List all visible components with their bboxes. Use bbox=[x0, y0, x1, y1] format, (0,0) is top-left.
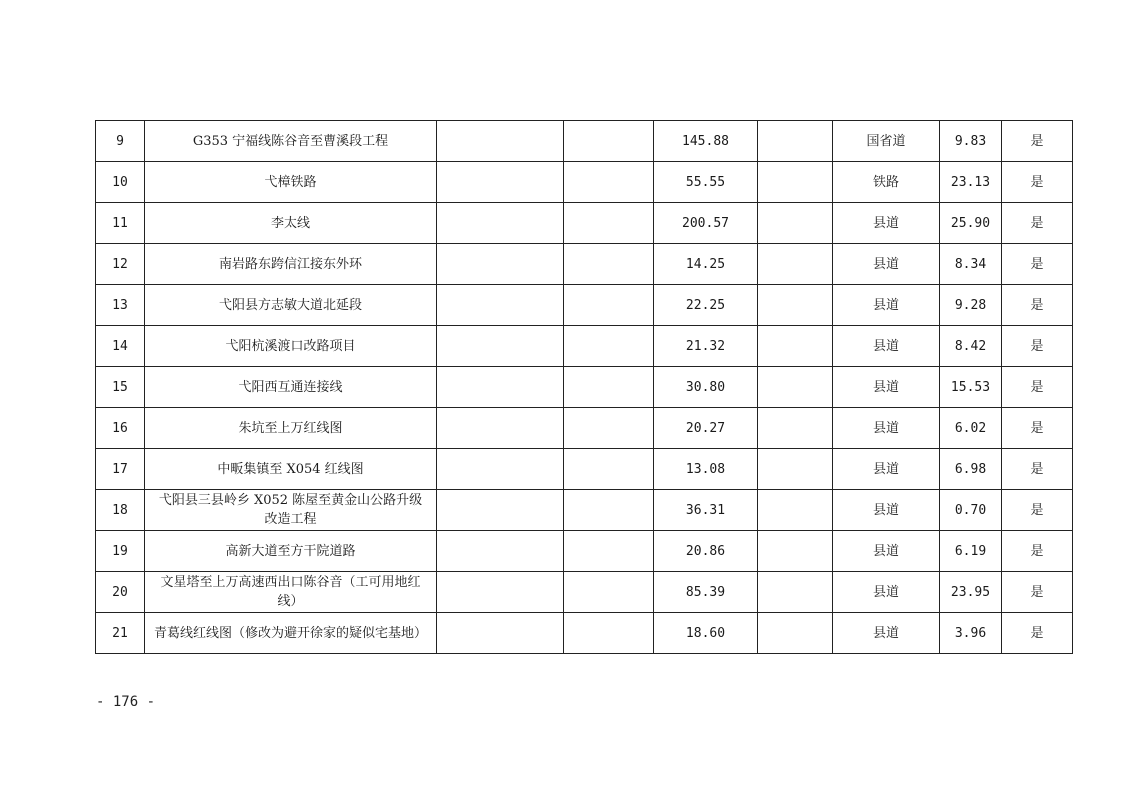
flag-cell: 是 bbox=[1002, 326, 1073, 367]
blank-cell-4 bbox=[564, 162, 654, 203]
table-row bbox=[96, 490, 1073, 531]
value-cell: 23.13 bbox=[940, 162, 1002, 203]
blank-cell-3 bbox=[437, 490, 564, 531]
flag-cell: 是 bbox=[1002, 121, 1073, 162]
flag-cell: 是 bbox=[1002, 490, 1073, 531]
road-type-cell: 县道 bbox=[833, 203, 940, 244]
blank-cell-4 bbox=[564, 121, 654, 162]
blank-cell-3 bbox=[437, 326, 564, 367]
value-cell: 8.34 bbox=[940, 244, 1002, 285]
table-row bbox=[96, 531, 1073, 572]
blank-cell-3 bbox=[437, 408, 564, 449]
value-cell: 6.98 bbox=[940, 449, 1002, 490]
row-number-cell: 15 bbox=[96, 367, 145, 408]
area-cell: 145.88 bbox=[654, 121, 758, 162]
row-number-cell: 14 bbox=[96, 326, 145, 367]
table-row bbox=[96, 244, 1073, 285]
blank-cell-6 bbox=[758, 367, 833, 408]
area-cell: 20.27 bbox=[654, 408, 758, 449]
area-cell: 36.31 bbox=[654, 490, 758, 531]
table-row bbox=[96, 203, 1073, 244]
blank-cell-3 bbox=[437, 121, 564, 162]
project-table bbox=[95, 120, 1073, 654]
row-number-cell: 18 bbox=[96, 490, 145, 531]
value-cell: 23.95 bbox=[940, 572, 1002, 613]
value-cell: 9.28 bbox=[940, 285, 1002, 326]
value-cell: 0.70 bbox=[940, 490, 1002, 531]
table-row bbox=[96, 572, 1073, 613]
blank-cell-3 bbox=[437, 613, 564, 654]
area-cell: 55.55 bbox=[654, 162, 758, 203]
row-number-cell: 12 bbox=[96, 244, 145, 285]
row-number-cell: 10 bbox=[96, 162, 145, 203]
blank-cell-6 bbox=[758, 449, 833, 490]
area-cell: 200.57 bbox=[654, 203, 758, 244]
blank-cell-6 bbox=[758, 121, 833, 162]
area-cell: 21.32 bbox=[654, 326, 758, 367]
project-name-cell: 弋阳县三县岭乡 X052 陈屋至黄金山公路升级改造工程 bbox=[145, 490, 437, 531]
project-name-cell: 青葛线红线图（修改为避开徐家的疑似宅基地） bbox=[145, 613, 437, 654]
area-cell: 20.86 bbox=[654, 531, 758, 572]
flag-cell: 是 bbox=[1002, 367, 1073, 408]
flag-cell: 是 bbox=[1002, 162, 1073, 203]
blank-cell-3 bbox=[437, 203, 564, 244]
table-row bbox=[96, 613, 1073, 654]
road-type-cell: 县道 bbox=[833, 613, 940, 654]
project-name-cell: 南岩路东跨信江接东外环 bbox=[145, 244, 437, 285]
project-name-cell: 弋阳县方志敏大道北延段 bbox=[145, 285, 437, 326]
table-row bbox=[96, 162, 1073, 203]
blank-cell-4 bbox=[564, 449, 654, 490]
area-cell: 22.25 bbox=[654, 285, 758, 326]
table-row bbox=[96, 326, 1073, 367]
project-name-cell: G353 宁福线陈谷音至曹溪段工程 bbox=[145, 121, 437, 162]
blank-cell-4 bbox=[564, 244, 654, 285]
blank-cell-6 bbox=[758, 203, 833, 244]
road-type-cell: 县道 bbox=[833, 285, 940, 326]
table-row bbox=[96, 449, 1073, 490]
blank-cell-6 bbox=[758, 408, 833, 449]
project-name-cell: 朱坑至上万红线图 bbox=[145, 408, 437, 449]
row-number-cell: 11 bbox=[96, 203, 145, 244]
row-number-cell: 21 bbox=[96, 613, 145, 654]
flag-cell: 是 bbox=[1002, 408, 1073, 449]
road-type-cell: 县道 bbox=[833, 244, 940, 285]
flag-cell: 是 bbox=[1002, 285, 1073, 326]
road-type-cell: 县道 bbox=[833, 408, 940, 449]
project-name-cell: 李太线 bbox=[145, 203, 437, 244]
project-name-cell: 弋阳西互通连接线 bbox=[145, 367, 437, 408]
blank-cell-4 bbox=[564, 203, 654, 244]
blank-cell-4 bbox=[564, 285, 654, 326]
blank-cell-3 bbox=[437, 531, 564, 572]
area-cell: 85.39 bbox=[654, 572, 758, 613]
blank-cell-3 bbox=[437, 244, 564, 285]
blank-cell-4 bbox=[564, 490, 654, 531]
table-body bbox=[96, 121, 1073, 654]
road-type-cell: 国省道 bbox=[833, 121, 940, 162]
value-cell: 6.02 bbox=[940, 408, 1002, 449]
flag-cell: 是 bbox=[1002, 572, 1073, 613]
page-number: - 176 - bbox=[96, 694, 156, 710]
road-type-cell: 县道 bbox=[833, 367, 940, 408]
blank-cell-6 bbox=[758, 572, 833, 613]
row-number-cell: 16 bbox=[96, 408, 145, 449]
road-type-cell: 县道 bbox=[833, 490, 940, 531]
project-name-cell: 高新大道至方干院道路 bbox=[145, 531, 437, 572]
value-cell: 8.42 bbox=[940, 326, 1002, 367]
table-row bbox=[96, 367, 1073, 408]
blank-cell-6 bbox=[758, 531, 833, 572]
value-cell: 15.53 bbox=[940, 367, 1002, 408]
blank-cell-6 bbox=[758, 285, 833, 326]
project-name-cell: 文星塔至上万高速西出口陈谷音（工可用地红线） bbox=[145, 572, 437, 613]
blank-cell-4 bbox=[564, 408, 654, 449]
blank-cell-6 bbox=[758, 613, 833, 654]
blank-cell-6 bbox=[758, 490, 833, 531]
table-row bbox=[96, 408, 1073, 449]
project-name-cell: 弋阳杭溪渡口改路项目 bbox=[145, 326, 437, 367]
flag-cell: 是 bbox=[1002, 203, 1073, 244]
blank-cell-3 bbox=[437, 572, 564, 613]
row-number-cell: 17 bbox=[96, 449, 145, 490]
project-name-cell: 中畈集镇至 X054 红线图 bbox=[145, 449, 437, 490]
blank-cell-3 bbox=[437, 367, 564, 408]
flag-cell: 是 bbox=[1002, 613, 1073, 654]
value-cell: 9.83 bbox=[940, 121, 1002, 162]
row-number-cell: 19 bbox=[96, 531, 145, 572]
blank-cell-3 bbox=[437, 162, 564, 203]
flag-cell: 是 bbox=[1002, 244, 1073, 285]
blank-cell-3 bbox=[437, 285, 564, 326]
blank-cell-4 bbox=[564, 613, 654, 654]
area-cell: 14.25 bbox=[654, 244, 758, 285]
flag-cell: 是 bbox=[1002, 531, 1073, 572]
blank-cell-3 bbox=[437, 449, 564, 490]
blank-cell-6 bbox=[758, 326, 833, 367]
blank-cell-4 bbox=[564, 367, 654, 408]
blank-cell-4 bbox=[564, 326, 654, 367]
table-row bbox=[96, 121, 1073, 162]
area-cell: 30.80 bbox=[654, 367, 758, 408]
flag-cell: 是 bbox=[1002, 449, 1073, 490]
value-cell: 25.90 bbox=[940, 203, 1002, 244]
blank-cell-4 bbox=[564, 531, 654, 572]
table-row bbox=[96, 285, 1073, 326]
road-type-cell: 县道 bbox=[833, 531, 940, 572]
blank-cell-6 bbox=[758, 162, 833, 203]
row-number-cell: 9 bbox=[96, 121, 145, 162]
road-type-cell: 县道 bbox=[833, 572, 940, 613]
road-type-cell: 县道 bbox=[833, 326, 940, 367]
value-cell: 6.19 bbox=[940, 531, 1002, 572]
area-cell: 13.08 bbox=[654, 449, 758, 490]
blank-cell-4 bbox=[564, 572, 654, 613]
area-cell: 18.60 bbox=[654, 613, 758, 654]
value-cell: 3.96 bbox=[940, 613, 1002, 654]
road-type-cell: 县道 bbox=[833, 449, 940, 490]
row-number-cell: 20 bbox=[96, 572, 145, 613]
blank-cell-6 bbox=[758, 244, 833, 285]
project-name-cell: 弋樟铁路 bbox=[145, 162, 437, 203]
road-type-cell: 铁路 bbox=[833, 162, 940, 203]
row-number-cell: 13 bbox=[96, 285, 145, 326]
